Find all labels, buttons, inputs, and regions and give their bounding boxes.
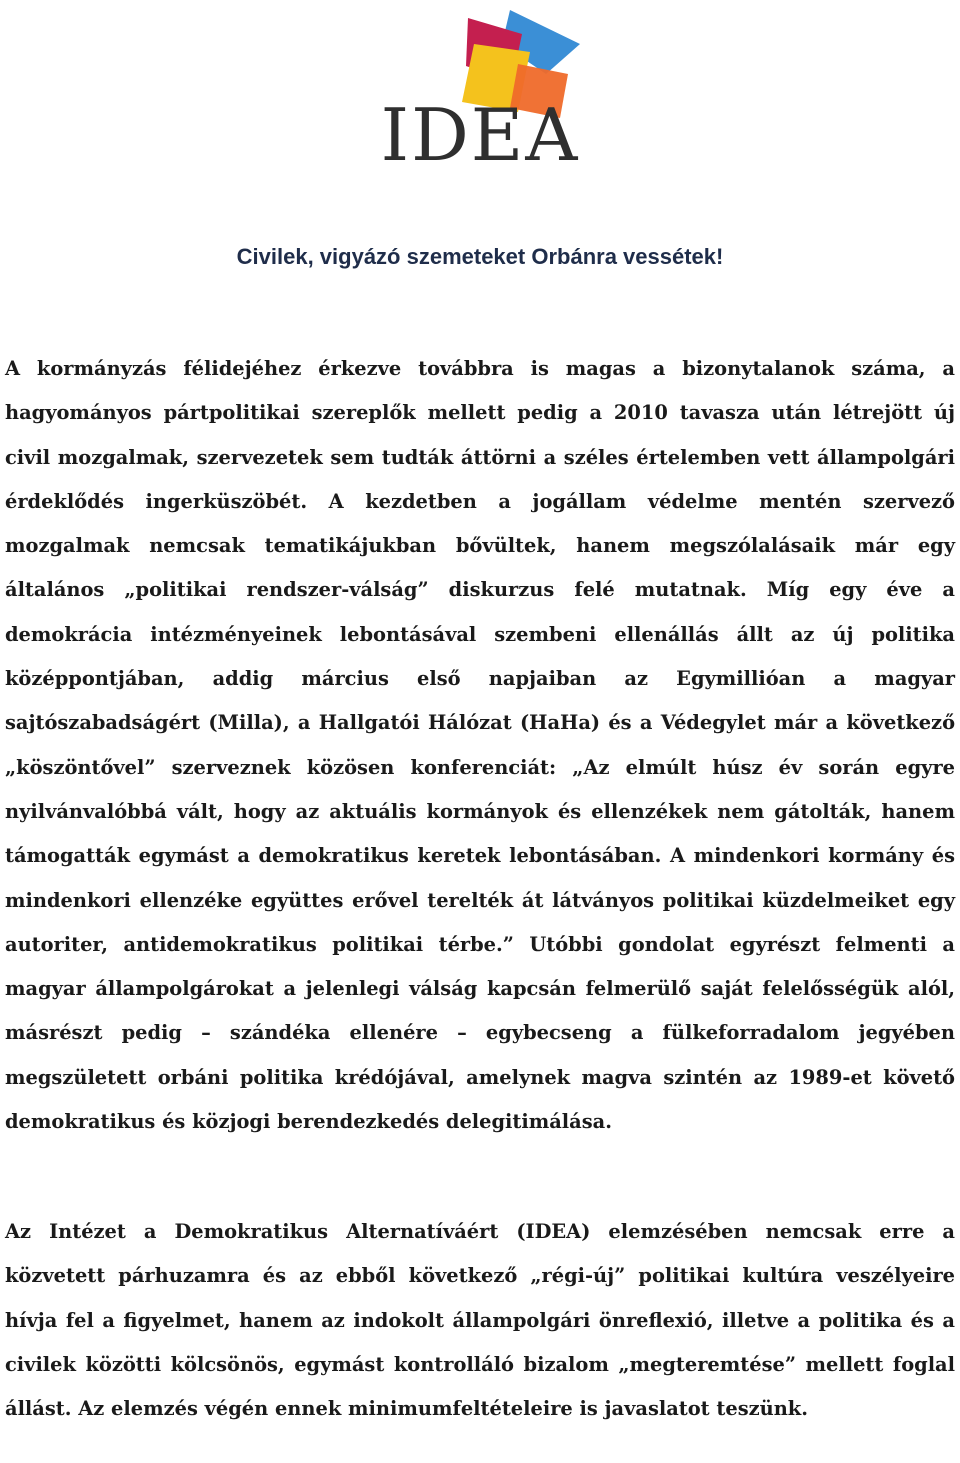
document-title: Civilek, vigyázó szemeteket Orbánra vessétek! [236, 244, 724, 269]
logo-wordmark: IDEA [380, 93, 580, 164]
paragraph-1: A kormányzás félidejéhez érkezve továbbra is magas a bizonytalanok száma, a hagyományos pártpolitikai szereplők mellett pedig a 2010 tavasza után létrejött új civil mozgalmak, szervezetek sem tudták áttörni a széles értelemben vett állampolgári érdeklődés ingerküszöbét. A kezdetben a jogállam védelme mentén szervező mozgalmak nemcsak tematikájukban bővültek, hanem megszólalásaik már egy általános „politikai rendszer-válság” diskurzus felé mutatnak. Míg egy éve a demokrácia intézményeinek lebontásával szembeni ellenállás állt az új politika középpontjában, addig március első napjaiban az Egymillióan a magyar sajtószabadságért (Milla), a Hallgatói Hálózat (HaHa) és a Védegylet már a következő „köszöntővel” szerveznek közösen konferenciát: „Az elmúlt húsz év során egyre nyilvánvalóbbá vált, hogy az aktuális kormányok és ellenzékek nem gátolták, hanem támogatták egymást a demokratikus keretek lebontásában. A mindenkori kormány és mindenkori ellenzéke együttes erővel terelték át látványos politikai küzdelmeiket egy autoriter, antidemokratikus politikai térbe.” Utóbbi gondolat egyrészt felmenti a magyar állampolgárokat a jelenlegi válság kapcsán felmerülő saját felelősségük alól, másrészt pedig – szándéka ellenére – egybecseng a fülkeforradalom jegyében megszületett orbáni politika krédójával, amelynek magva szintén az 1989-et követő demokratikus és közjogi berendezkedés delegitimálása. [5, 357, 955, 1134]
paragraph-2: Az Intézet a Demokratikus Alternatíváért (IDEA) elemzésében nemcsak erre a közvetett párhuzamra és az ebből következő „régi-új” politikai kultúra veszélyeire hívja fel a figyelmet, hanem az indokolt állampolgári önreflexió, illetve a politika és a civilek közötti kölcsönös, egymást kontrolláló bizalom „megteremtése” mellett foglal állást. Az elemzés végén ennek minimumfeltételeire is javaslatot teszünk. [5, 1220, 955, 1421]
idea-logo [370, 4, 590, 164]
